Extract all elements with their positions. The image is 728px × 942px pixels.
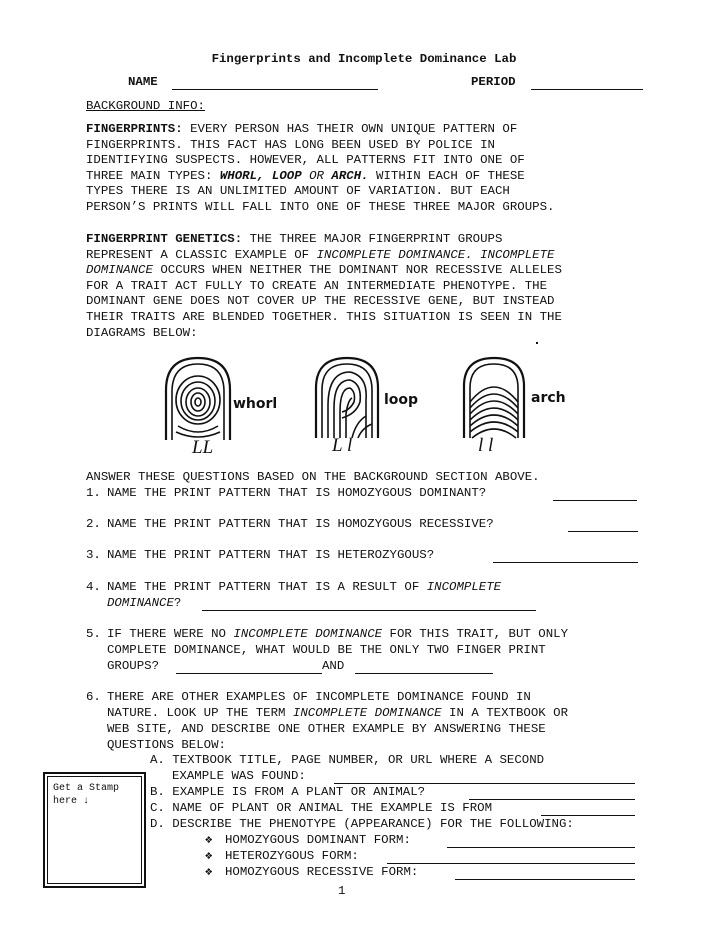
- stamp-line2: here ↓: [53, 796, 90, 807]
- sub-b-answer-field[interactable]: [469, 787, 635, 800]
- sub-d-text: D. DESCRIBE THE PHENOTYPE (APPEARANCE) FOR THE FOLLOWING:: [150, 817, 574, 831]
- q4-line2: [107, 596, 189, 612]
- bullet-icon: ❖: [205, 865, 213, 879]
- stamp-box: [43, 772, 146, 888]
- q5-number: 5.: [86, 627, 101, 641]
- arch-term: ARCH.: [331, 168, 369, 183]
- sub-d2-text: HETEROZYGOUS FORM:: [225, 849, 367, 863]
- sub-d3-answer-field[interactable]: [455, 867, 635, 880]
- text-line: PERSON’S PRINTS WILL FALL INTO ONE OF THESE THREE MAJOR GROUPS.: [86, 199, 555, 214]
- q6-line1: THERE ARE OTHER EXAMPLES OF INCOMPLETE DOMINANCE FOUND IN: [107, 690, 531, 704]
- loop-fingerprint-icon: [312, 354, 382, 440]
- sub-b-text: B. EXAMPLE IS FROM A PLANT OR ANIMAL?: [150, 785, 433, 799]
- text-line: NAME THE PRINT PATTERN THAT IS A RESULT OF: [107, 580, 427, 594]
- sub-d2-answer-field[interactable]: [387, 851, 635, 864]
- name-field[interactable]: [172, 77, 378, 90]
- text-line: OCCURS WHEN NEITHER THE DOMINANT NOR RECESSIVE ALLELES: [152, 263, 562, 278]
- q3-number: 3.: [86, 548, 101, 562]
- arch-genotype: l l: [478, 435, 494, 456]
- whorl-label: whorl: [233, 396, 278, 412]
- stamp-line1: Get a Stamp: [53, 783, 120, 794]
- q6-line2: [107, 706, 568, 722]
- name-label: NAME: [128, 75, 158, 89]
- q3-text: NAME THE PRINT PATTERN THAT IS HETEROZYGOUS?: [107, 548, 442, 562]
- italic-term: INCOMPLETE DOMINANCE. INCOMPLETE: [316, 247, 555, 262]
- sub-d1-text: HOMOZYGOUS DOMINANT FORM:: [225, 833, 419, 847]
- q5-and-label: AND: [322, 659, 352, 673]
- q5-answer-field-1[interactable]: [176, 661, 322, 674]
- q2-text: NAME THE PRINT PATTERN THAT IS HOMOZYGOUS RECESSIVE?: [107, 517, 502, 531]
- questions-intro: ANSWER THESE QUESTIONS BASED ON THE BACKGROUND SECTION ABOVE.: [86, 470, 540, 484]
- text-line: WITHIN EACH OF THESE: [368, 168, 525, 183]
- text-line: THEIR TRAITS ARE BLENDED TOGETHER. THIS SITUATION IS SEEN IN THE: [86, 309, 562, 324]
- sub-d1-answer-field[interactable]: [447, 835, 635, 848]
- speck-mark: [536, 342, 538, 344]
- arch-label: arch: [531, 390, 566, 406]
- genetics-label: FINGERPRINT GENETICS:: [86, 232, 243, 246]
- background-heading: BACKGROUND INFO:: [86, 99, 205, 113]
- q5-line3-label: GROUPS?: [107, 659, 167, 673]
- period-field[interactable]: [531, 77, 643, 90]
- q1-number: 1.: [86, 486, 101, 500]
- whorl-fingerprint-icon: [160, 354, 236, 442]
- italic-term: INCOMPLETE DOMINANCE: [233, 627, 383, 641]
- q4-line1: [107, 580, 501, 596]
- sub-a-answer-field[interactable]: [334, 771, 635, 784]
- text-line: ?: [173, 596, 189, 610]
- italic-term: INCOMPLETE DOMINANCE: [292, 706, 442, 720]
- text-line: DOMINANT GENE DOES NOT COVER UP THE RECESSIVE GENE, BUT INSTEAD: [86, 294, 555, 309]
- q6-line3: WEB SITE, AND DESCRIBE ONE OTHER EXAMPLE BY ANSWERING THESE: [107, 722, 546, 736]
- text-line: DIAGRAMS BELOW:: [86, 325, 198, 340]
- text-line: FINGERPRINTS. THIS FACT HAS LONG BEEN USED BY POLICE IN: [86, 137, 495, 152]
- text-line: NATURE. LOOK UP THE TERM: [107, 706, 293, 720]
- text-line: IF THERE WERE NO: [107, 627, 234, 641]
- genetics-paragraph: [86, 232, 656, 341]
- text-or: OR: [301, 168, 332, 183]
- loop-genotype: L l: [332, 435, 353, 456]
- q6-number: 6.: [86, 690, 101, 704]
- sub-c-text: C. NAME OF PLANT OR ANIMAL THE EXAMPLE IS FROM: [150, 801, 493, 815]
- q5-line1: [107, 627, 568, 643]
- italic-term: DOMINANCE: [86, 263, 153, 278]
- text-line: FOR THIS TRAIT, BUT ONLY: [382, 627, 569, 641]
- bullet-icon: ❖: [205, 833, 213, 847]
- fingerprints-label: FINGERPRINTS:: [86, 122, 183, 136]
- q1-answer-field[interactable]: [553, 488, 637, 501]
- text-line: THE THREE MAJOR FINGERPRINT GROUPS: [242, 232, 503, 246]
- italic-term: DOMINANCE: [107, 596, 174, 610]
- fingerprints-paragraph: [86, 122, 656, 216]
- page-number: 1: [338, 884, 346, 898]
- loop-label: loop: [384, 392, 419, 408]
- period-label: PERIOD: [471, 75, 516, 89]
- arch-fingerprint-icon: [460, 354, 528, 440]
- q6-line4: QUESTIONS BELOW:: [107, 738, 226, 752]
- q5-line2: COMPLETE DOMINANCE, WHAT WOULD BE THE ONLY TWO FINGER PRINT: [107, 643, 546, 657]
- q1-text: NAME THE PRINT PATTERN THAT IS HOMOZYGOUS DOMINANT?: [107, 486, 494, 500]
- q4-number: 4.: [86, 580, 101, 594]
- sub-a-line1: A. TEXTBOOK TITLE, PAGE NUMBER, OR URL WHERE A SECOND: [150, 753, 545, 767]
- sub-c-answer-field[interactable]: [541, 803, 635, 816]
- bullet-icon: ❖: [205, 849, 213, 863]
- q2-number: 2.: [86, 517, 101, 531]
- sub-a-line2: EXAMPLE WAS FOUND:: [172, 769, 314, 783]
- sub-d3-text: HOMOZYGOUS RECESSIVE FORM:: [225, 865, 426, 879]
- whorl-genotype: LL: [192, 437, 214, 458]
- whorl-loop-term: WHORL, LOOP: [219, 168, 302, 183]
- q2-answer-field[interactable]: [568, 519, 638, 532]
- page-title: Fingerprints and Incomplete Dominance Lab: [211, 52, 517, 66]
- text-line: REPRESENT A CLASSIC EXAMPLE OF: [86, 247, 317, 262]
- text-line: THREE MAIN TYPES:: [86, 168, 220, 183]
- q5-answer-field-2[interactable]: [355, 661, 493, 674]
- q4-answer-field[interactable]: [202, 598, 536, 611]
- text-line: EVERY PERSON HAS THEIR OWN UNIQUE PATTERN OF: [182, 122, 518, 136]
- text-line: IN A TEXTBOOK OR: [441, 706, 569, 720]
- text-line: TYPES THERE IS AN UNLIMITED AMOUNT OF VARIATION. BUT EACH: [86, 184, 510, 199]
- italic-term: INCOMPLETE: [426, 580, 502, 594]
- q3-answer-field[interactable]: [493, 550, 638, 563]
- text-line: IDENTIFYING SUSPECTS. HOWEVER, ALL PATTERNS FIT INTO ONE OF: [86, 153, 525, 168]
- text-line: FOR A TRAIT ACT FULLY TO CREATE AN INTERMEDIATE PHENOTYPE. THE: [86, 278, 548, 293]
